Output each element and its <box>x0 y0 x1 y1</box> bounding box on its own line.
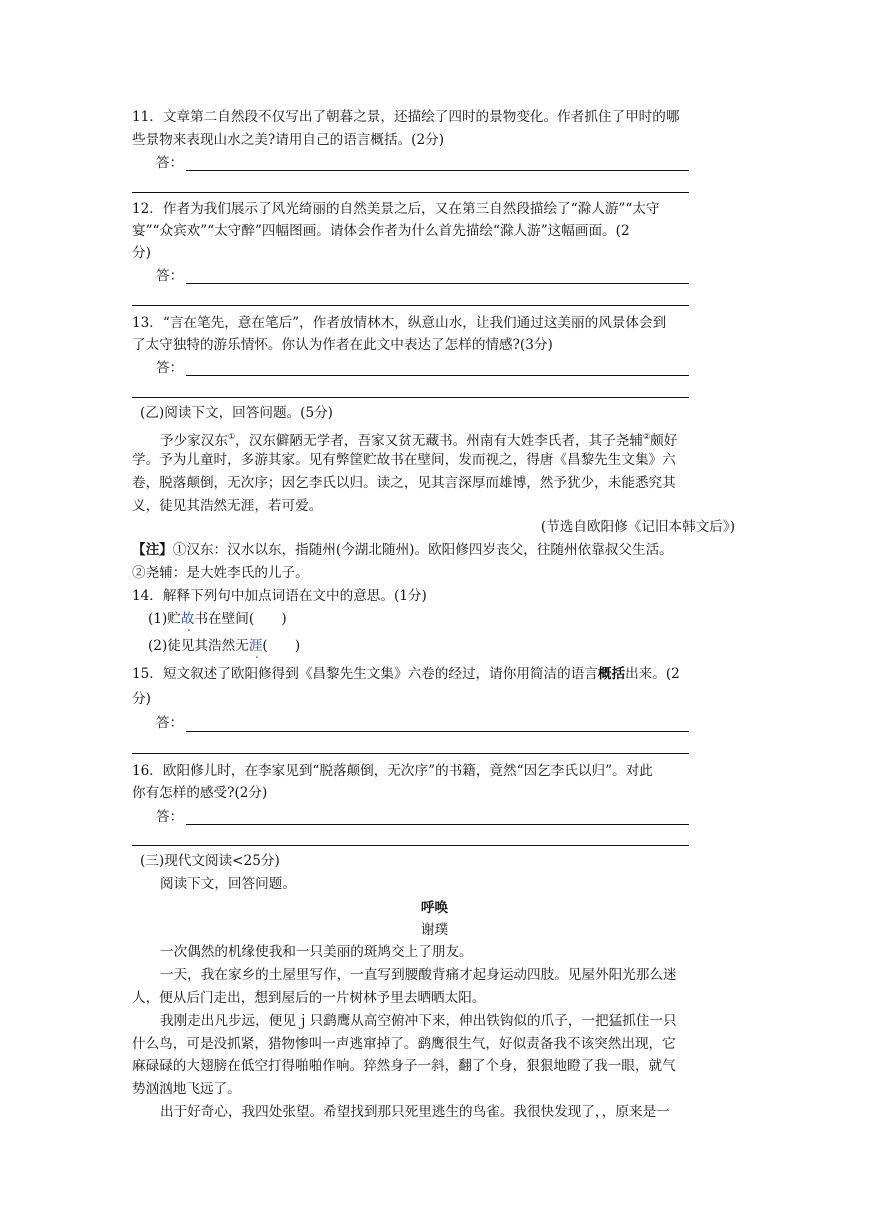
q16-line-2: 你有怎样的感受?(2分) <box>132 785 268 801</box>
section-yi-paragraph-line-3: 卷，脱落颠倒，无次序；因乞李氏以归。读之，见其言深厚而雄博，然予犹少，未能悉究其 <box>132 475 676 491</box>
q15-answer-line-1[interactable] <box>186 731 689 732</box>
section-yi-paragraph-line-2: 学。予为儿童时，多游其家。见有弊筐贮故书在壁间，发而视之，得唐《昌黎先生文集》六 <box>132 452 676 468</box>
q12-answer-line-1[interactable] <box>186 283 689 284</box>
article-paragraph-1: 一次偶然的机缘使我和一只美丽的斑鸠交上了朋友。 <box>160 944 473 960</box>
q11-line-2: 些景物来表现山水之美?请用自己的语言概括。(2分) <box>132 132 445 148</box>
q16-answer-line-2[interactable] <box>132 845 689 846</box>
q15-line-2: 分) <box>132 691 151 707</box>
q13-answer-label: 答： <box>156 360 184 376</box>
q16-line-1: 16．欧阳修儿时，在李家见到“脱落颠倒，无次序”的书籍，竟然“因乞李氏以归”。对此 <box>132 763 653 779</box>
section-yi-paragraph-line-1: 予少家汉东①，汉东僻陋无学者，吾家又贫无藏书。州南有大姓李氏者，其子尧辅②颇好 <box>160 432 678 449</box>
article-title: 呼唤 <box>420 900 449 916</box>
q15-answer-label: 答： <box>156 715 184 731</box>
article-paragraph-3-line-3: 麻碌碌的大翅膀在低空打得啪啪作响。猝然身子一斜，翻了个身，狠狠地瞪了我一眼，就气 <box>132 1058 676 1074</box>
q11-line-1: 11．文章第二自然段不仅写出了朝暮之景，还描绘了四时的景物变化。作者抓住了甲时的哪 <box>132 109 680 125</box>
q12-answer-label: 答： <box>156 268 184 284</box>
bold-word-gaikuo: 概括 <box>597 666 626 682</box>
section-san-heading: (三)现代文阅读<25分) <box>140 853 280 869</box>
note-label: 【注】 <box>132 542 173 558</box>
q14-item-2: (2)徒见其浩然无涯( ) <box>148 638 301 654</box>
q12-line-2: 宴”“众宾欢”“太守醉”四幅图画。请体会作者为什么首先描绘“滁人游”这幅画面。(2 <box>132 223 630 239</box>
q15-line-1: 15．短文叙述了欧阳修得到《昌黎先生文集》六卷的经过，请你用简洁的语言概括出来。(2 <box>132 666 680 682</box>
article-paragraph-3-line-2: 什么鸟，可是没抓紧，猎物惨叫一声逃窜掉了。鹞鹰很生气，好似责备我不该突然出现，它 <box>132 1036 676 1052</box>
article-paragraph-3-line-1: 我刚走出凡步远，便见ｊ只鹞鹰从高空俯冲下来，伸出铁钩似的爪子，一把猛抓住一只 <box>160 1013 677 1029</box>
q13-line-1: 13．“言在笔先，意在笔后”，作者放情林木，纵意山水，让我们通过这美丽的风景体会到 <box>132 315 667 331</box>
q13-answer-line-2[interactable] <box>132 397 689 398</box>
article-paragraph-3-line-4: 势汹汹地飞远了。 <box>132 1081 241 1097</box>
article-paragraph-2-line-1: 一天，我在家乡的土屋里写作，一直写到腰酸背痛才起身运动四肢。见屋外阳光那么迷 <box>160 967 677 983</box>
article-paragraph-4-line-1: 出于好奇心，我四处张望。希望找到那只死里逃生的鸟雀。我很快发现了，，原来是一 <box>160 1104 670 1120</box>
q15-answer-line-2[interactable] <box>132 753 689 754</box>
footnote-marker-2: ② <box>642 432 651 441</box>
article-author: 谢璞 <box>420 922 449 938</box>
q11-answer-label: 答： <box>156 155 184 171</box>
section-san-instruction: 阅读下文，回答问题。 <box>160 876 296 892</box>
dotted-word-ya: 涯 <box>248 638 263 654</box>
dotted-word-gu: 故 <box>180 611 195 627</box>
section-yi-heading: (乙)阅读下文，回答问题。(5分) <box>140 405 333 421</box>
article-paragraph-2-line-2: 人，便从后门走出，想到屋后的一片树林予里去晒晒太阳。 <box>132 990 486 1006</box>
q14-item-1: (1)贮故书在壁间( ) <box>148 611 287 627</box>
q13-answer-line-1[interactable] <box>186 375 689 376</box>
q14-line-1: 14．解释下列句中加点词语在文中的意思。(1分) <box>132 588 427 604</box>
section-yi-source: (节选自欧阳修《记旧本韩文后》) <box>540 519 735 535</box>
note-line-1: 【注】①汉东：汉水以东，指随州(今湖北随州)。欧阳修四岁丧父，往随州依靠叔父生活。 <box>132 542 673 558</box>
q16-answer-label: 答： <box>156 809 184 825</box>
q11-answer-line-1[interactable] <box>186 170 689 171</box>
section-yi-paragraph-line-4: 义，徒见其浩然无涯，若可爱。 <box>132 498 323 514</box>
q13-line-2: 了太守独特的游乐情怀。你认为作者在此文中表达了怎样的情感?(3分) <box>132 337 553 353</box>
q12-line-1: 12．作者为我们展示了风光绮丽的自然美景之后，又在第三自然段描绘了“滁人游”“太守 <box>132 201 660 217</box>
q12-line-3: 分) <box>132 245 151 261</box>
q11-answer-line-2[interactable] <box>132 192 689 193</box>
q16-answer-line-1[interactable] <box>186 824 689 825</box>
q12-answer-line-2[interactable] <box>132 305 689 306</box>
note-line-2: ②尧辅：是大姓李氏的儿子。 <box>132 565 309 581</box>
footnote-marker-1: ① <box>227 432 236 441</box>
